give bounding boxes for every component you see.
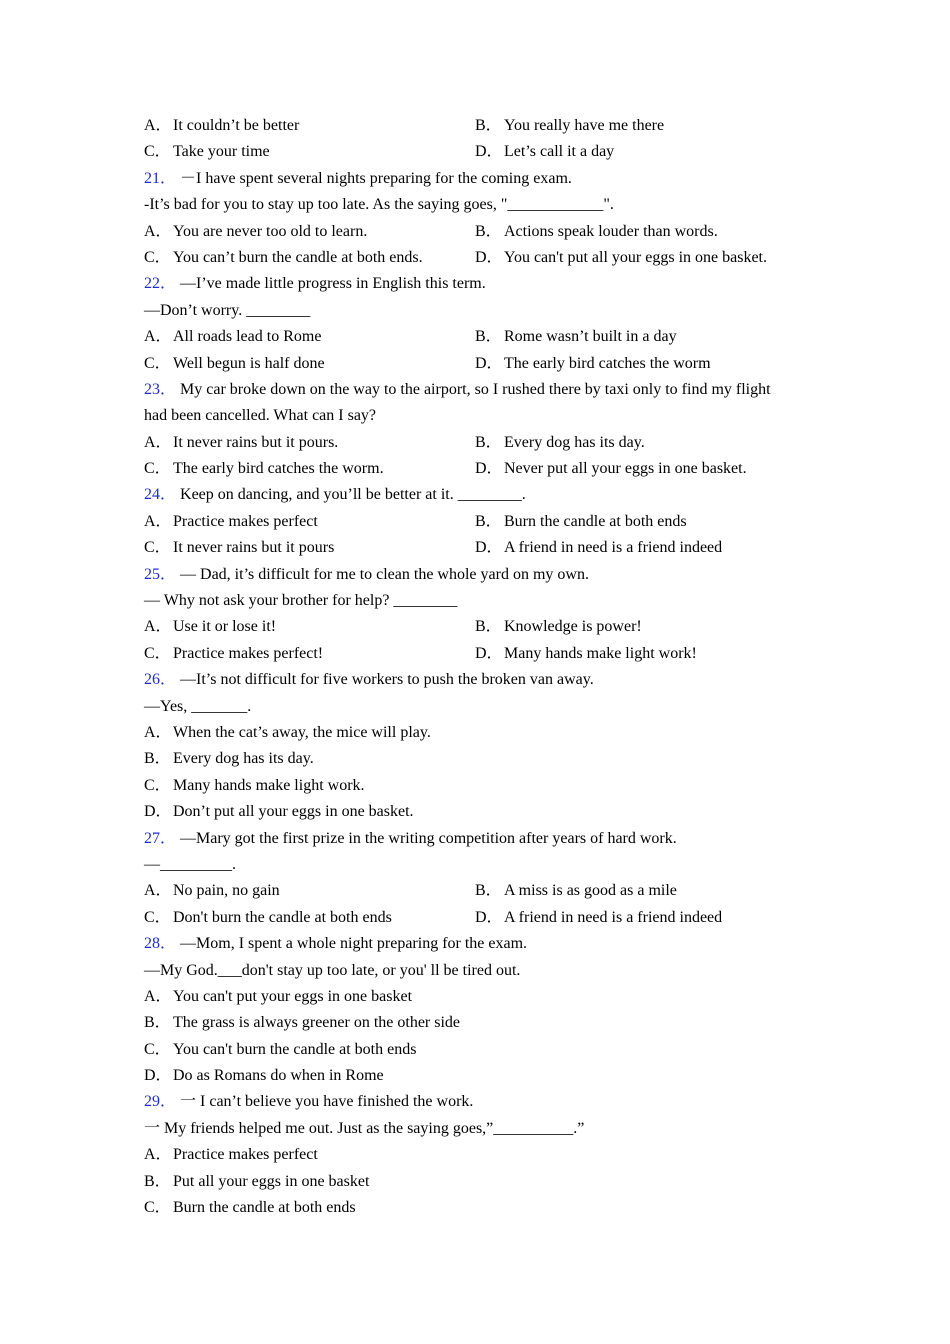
- question-23-stem: [144, 377, 814, 403]
- question-21-stem: [144, 166, 814, 192]
- option-letter: A．: [144, 328, 172, 346]
- reply-text: —Don’t worry. ________: [144, 301, 311, 319]
- option-letter: A．: [144, 723, 172, 741]
- option-letter: B．: [475, 222, 502, 240]
- option-row: [144, 324, 814, 350]
- question-text: 一 I can’t believe you have finished the work.: [180, 1093, 474, 1111]
- option-b[interactable]: [144, 1010, 814, 1036]
- option-text: You are never too old to learn.: [173, 222, 368, 240]
- option-text: Knowledge is power!: [504, 618, 642, 636]
- option-d[interactable]: [475, 456, 747, 482]
- option-letter: A．: [144, 882, 172, 900]
- option-text: Practice makes perfect!: [173, 644, 324, 662]
- option-letter: D．: [144, 1067, 172, 1085]
- reply-text: 一 My friends helped me out. Just as the saying goes,”__________.”: [144, 1119, 585, 1137]
- question-text: —Mary got the first prize in the writing competition after years of hard work.: [180, 829, 677, 847]
- option-letter: D．: [475, 354, 503, 372]
- option-c[interactable]: [144, 249, 423, 266]
- option-c[interactable]: [144, 645, 323, 662]
- question-number: 23．: [144, 380, 177, 398]
- question-26-reply: [144, 694, 814, 720]
- question-text: －I have spent several nights preparing for the coming exam.: [180, 169, 572, 187]
- option-text: When the cat’s away, the mice will play.: [173, 723, 431, 741]
- worksheet-page: [144, 113, 814, 1221]
- option-text: Never put all your eggs in one basket.: [504, 460, 747, 478]
- option-text: Actions speak louder than words.: [504, 222, 718, 240]
- option-d[interactable]: [475, 139, 614, 165]
- option-row: [144, 219, 814, 245]
- option-letter: A．: [144, 1146, 172, 1164]
- option-letter: B．: [475, 512, 502, 530]
- option-letter: D．: [475, 143, 503, 161]
- option-letter: A．: [144, 222, 172, 240]
- option-a[interactable]: [144, 513, 318, 530]
- reply-text: —_________.: [144, 855, 236, 873]
- option-letter: D．: [475, 908, 503, 926]
- question-number: 25．: [144, 565, 177, 583]
- option-c[interactable]: [144, 1195, 814, 1221]
- question-number: 28．: [144, 935, 177, 953]
- option-letter: C．: [144, 644, 171, 662]
- question-24-stem: [144, 482, 814, 508]
- question-number: 27．: [144, 829, 177, 847]
- option-row: [144, 641, 814, 667]
- option-text: Well begun is half done: [173, 354, 325, 372]
- option-text: The early bird catches the worm.: [173, 460, 384, 478]
- question-28-reply: [144, 958, 814, 984]
- option-row: [144, 113, 814, 139]
- option-b[interactable]: [475, 113, 664, 139]
- question-22-reply: [144, 298, 814, 324]
- option-row: [144, 509, 814, 535]
- option-text: Every dog has its day.: [173, 750, 314, 768]
- option-letter: A．: [144, 433, 172, 451]
- option-text: The early bird catches the worm: [504, 354, 711, 372]
- option-text: You really have me there: [504, 117, 665, 134]
- option-row: [144, 456, 814, 482]
- option-text: Don't burn the candle at both ends: [173, 908, 392, 926]
- option-row: [144, 430, 814, 456]
- option-letter: C．: [144, 1040, 171, 1058]
- option-row: [144, 905, 814, 931]
- option-text: Take your time: [173, 143, 270, 161]
- option-letter: C．: [144, 143, 171, 161]
- option-text: Let’s call it a day: [504, 143, 615, 161]
- option-letter: C．: [144, 908, 171, 926]
- option-b[interactable]: [144, 746, 814, 772]
- question-number: 24．: [144, 486, 177, 504]
- question-28-stem: [144, 931, 814, 957]
- option-letter: A．: [144, 987, 172, 1005]
- option-a[interactable]: [144, 328, 321, 345]
- option-d[interactable]: [475, 535, 722, 561]
- option-text: Every dog has its day.: [504, 433, 645, 451]
- question-text: — Dad, it’s difficult for me to clean the whole yard on my own.: [180, 565, 589, 583]
- option-text: All roads lead to Rome: [173, 328, 322, 346]
- option-letter: B．: [144, 1014, 171, 1032]
- option-c[interactable]: [144, 1037, 814, 1063]
- option-b[interactable]: [475, 219, 718, 245]
- question-22-stem: [144, 271, 814, 297]
- option-letter: B．: [475, 618, 502, 636]
- option-text: You can't burn the candle at both ends: [173, 1040, 417, 1058]
- question-number: 21．: [144, 169, 177, 187]
- option-letter: A．: [144, 117, 172, 134]
- option-c[interactable]: [144, 773, 814, 799]
- option-letter: A．: [144, 618, 172, 636]
- option-d[interactable]: [475, 641, 697, 667]
- option-text: It never rains but it pours.: [173, 433, 339, 451]
- option-letter: B．: [144, 1172, 171, 1190]
- option-text: Do as Romans do when in Rome: [173, 1067, 384, 1085]
- option-text: The grass is always greener on the other side: [173, 1014, 461, 1032]
- option-b[interactable]: [475, 324, 677, 350]
- question-number: 29．: [144, 1093, 177, 1111]
- question-text: My car broke down on the way to the airport, so I rushed there by taxi only to find my flight: [180, 380, 771, 398]
- option-text: It couldn’t be better: [173, 117, 300, 134]
- question-text: Keep on dancing, and you’ll be better at it. ________.: [180, 486, 526, 504]
- question-29-stem: [144, 1089, 814, 1115]
- option-text: It never rains but it pours: [173, 539, 335, 557]
- question-number: 26．: [144, 671, 177, 689]
- option-b[interactable]: [144, 1169, 814, 1195]
- option-text: Practice makes perfect: [173, 512, 318, 530]
- question-25-reply: [144, 588, 814, 614]
- option-letter: B．: [475, 882, 502, 900]
- option-c[interactable]: [144, 909, 392, 926]
- option-text: You can't put your eggs in one basket: [173, 987, 413, 1005]
- option-letter: C．: [144, 539, 171, 557]
- option-text: Don’t put all your eggs in one basket.: [173, 803, 414, 821]
- option-letter: B．: [475, 433, 502, 451]
- reply-text: -It’s bad for you to stay up too late. As the saying goes, "____________".: [144, 196, 614, 214]
- option-b[interactable]: [475, 614, 642, 640]
- option-c[interactable]: [144, 355, 325, 372]
- option-text: A friend in need is a friend indeed: [504, 908, 723, 926]
- option-letter: D．: [475, 460, 503, 478]
- option-letter: D．: [475, 539, 503, 557]
- question-23-stem-cont: [144, 403, 814, 429]
- option-row: [144, 535, 814, 561]
- question-text: —I’ve made little progress in English this term.: [180, 275, 486, 293]
- option-a[interactable]: [144, 434, 338, 451]
- option-c[interactable]: [144, 539, 334, 556]
- option-text: Burn the candle at both ends: [173, 1199, 356, 1217]
- option-text: Many hands make light work.: [173, 776, 365, 794]
- option-letter: C．: [144, 248, 171, 266]
- option-letter: D．: [475, 248, 503, 266]
- option-a[interactable]: [144, 882, 280, 899]
- option-row: [144, 351, 814, 377]
- option-text: Rome wasn’t built in a day: [504, 328, 677, 346]
- option-a[interactable]: [144, 720, 814, 746]
- question-27-stem: [144, 826, 814, 852]
- question-26-stem: [144, 667, 814, 693]
- question-text: —Mom, I spent a whole night preparing for the exam.: [180, 935, 528, 953]
- option-letter: C．: [144, 354, 171, 372]
- option-text: Burn the candle at both ends: [504, 512, 687, 530]
- option-a[interactable]: [144, 1142, 814, 1168]
- option-a[interactable]: [144, 117, 299, 134]
- option-text: A miss is as good as a mile: [504, 882, 677, 900]
- question-text: had been cancelled. What can I say?: [144, 407, 377, 425]
- option-c[interactable]: [144, 143, 270, 160]
- option-letter: C．: [144, 460, 171, 478]
- option-c[interactable]: [144, 460, 384, 477]
- question-number: 22．: [144, 275, 177, 293]
- option-d[interactable]: [144, 1063, 814, 1089]
- option-a[interactable]: [144, 984, 814, 1010]
- option-letter: D．: [475, 644, 503, 662]
- option-text: You can't put all your eggs in one basket.: [504, 248, 767, 266]
- option-d[interactable]: [475, 245, 767, 271]
- option-b[interactable]: [475, 509, 687, 535]
- option-text: Practice makes perfect: [173, 1146, 318, 1164]
- option-row: [144, 245, 814, 271]
- option-letter: A．: [144, 512, 172, 530]
- option-letter: B．: [475, 328, 502, 346]
- option-b[interactable]: [475, 878, 677, 904]
- question-25-stem: [144, 562, 814, 588]
- option-b[interactable]: [475, 430, 645, 456]
- option-a[interactable]: [144, 618, 276, 635]
- question-21-reply: [144, 192, 814, 218]
- option-letter: C．: [144, 1199, 171, 1217]
- option-row: [144, 878, 814, 904]
- option-d[interactable]: [475, 905, 722, 931]
- reply-text: — Why not ask your brother for help? ________: [144, 592, 458, 610]
- option-letter: C．: [144, 776, 171, 794]
- option-text: Use it or lose it!: [173, 618, 277, 636]
- question-text: —It’s not difficult for five workers to push the broken van away.: [180, 671, 594, 689]
- option-text: No pain, no gain: [173, 882, 280, 900]
- option-text: Many hands make light work!: [504, 644, 697, 662]
- option-d[interactable]: [475, 351, 711, 377]
- option-letter: B．: [475, 117, 502, 134]
- option-text: You can’t burn the candle at both ends.: [173, 248, 423, 266]
- option-text: A friend in need is a friend indeed: [504, 539, 723, 557]
- question-29-reply: [144, 1116, 814, 1142]
- option-row: [144, 614, 814, 640]
- option-d[interactable]: [144, 799, 814, 825]
- option-letter: B．: [144, 750, 171, 768]
- question-27-reply: [144, 852, 814, 878]
- option-letter: D．: [144, 803, 172, 821]
- reply-text: —My God.___don't stay up too late, or you' ll be tired out.: [144, 961, 521, 979]
- reply-text: —Yes, _______.: [144, 697, 252, 715]
- option-a[interactable]: [144, 223, 367, 240]
- option-text: Put all your eggs in one basket: [173, 1172, 370, 1190]
- option-row: [144, 139, 814, 165]
